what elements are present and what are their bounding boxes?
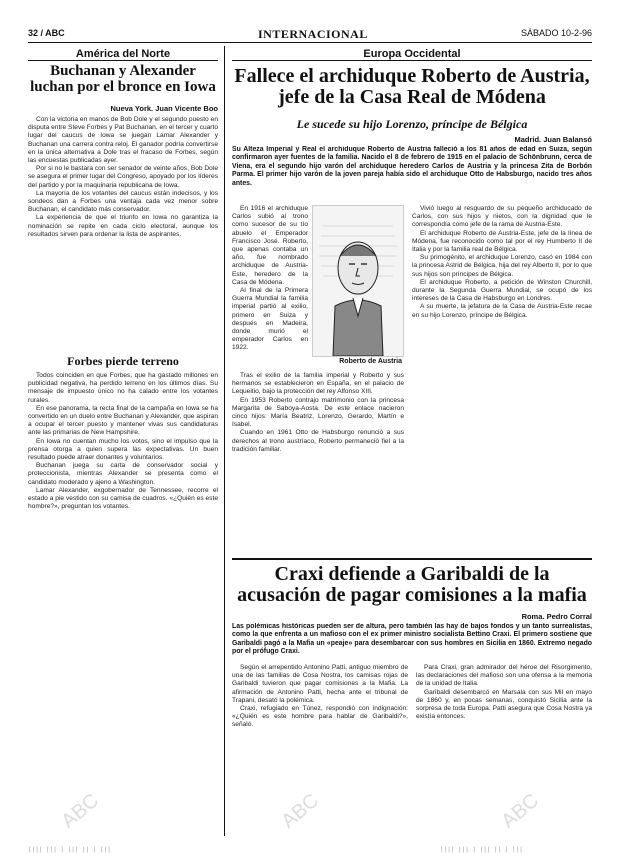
section-title: INTERNACIONAL [258, 27, 368, 41]
left-paragraph: Todos coinciden en que Forbes, que ha gastado millones en publicidad negativa, ha perdido terreno en los últimos días. Su mensaje de impuesto único no ha calado entre los votantes rurales. [28, 372, 218, 404]
left-paragraph: Por si no le bastara con ser senador de veinte años, Bob Dole se asegura el primer lugar del Congreso, apoyado por los líderes del partido y por la maquinaria republicana de Iowa. [28, 165, 218, 189]
left-headline: Buchanan y Alexander luchan por el bronce en Iowa [30, 63, 216, 95]
page-header [28, 28, 592, 43]
main-col1-top [232, 205, 308, 365]
page-date: SÁBADO 10-2-96 [520, 28, 592, 38]
main-paragraph: Vivió luego al resguardo de su pequeño archiducado de Carlos, con sus hijos y nietos, con la dignidad que le correspondía como jefe de la rama de Austria-Este. [412, 205, 592, 229]
left-paragraph: En ese panorama, la recta final de la campaña en Iowa se ha convertido en un duelo entre Buchanan y Alexander, que aspiran a ocupar el tercer puesto y mantener vivas sus candidaturas ante las primarias de New Hampshire. [28, 404, 218, 437]
second-col2 [416, 664, 592, 832]
main-paragraph: En 1953 Roberto contrajo matrimonio con la princesa Margarita de Saboya-Aosta. De este enlace nacieron cinco hijos: María Beatriz, Lorenzo, Gerardo, Martín e Isabel. [232, 396, 404, 429]
second-headline: Craxi defiende a Garibaldi de la acusación de pagar comisiones a la mafia [237, 563, 587, 606]
photo-caption: Roberto de Austria [339, 358, 402, 365]
second-paragraph: Según el arrepentido Antonino Patti, antiguo miembro de una de las familias de Cosa Nostra, los camisas rojas de Garibaldi tuvieron que pagar comisiones a la Mafia. La afirmación de Antonino Patti, hecha ante el tribunal de Trapani, desató la polémica. [232, 664, 408, 704]
main-subheadline: Le sucede su hijo Lorenzo, príncipe de Bélgica [296, 117, 528, 131]
left-paragraph: La mayoría de los votantes del caucus están indecisos, y los sondeos dan a Forbes una ventaja cada vez menor sobre Buchanan, el candidato más conservador. [28, 189, 218, 214]
main-lead: Su Alteza Imperial y Real el archiduque Roberto de Austria falleció a los 81 años de edad en Suiza, según confirmaron ayer fuentes de la familia. Nacido el 8 de febrero de 1915 en el palacio de Schönbrunn, cerca de Viena, era el segundo hijo varón del archiduque heredero Carlos de Austria y la princesa Zita de Borbón Parma. El primer hijo varón de la joven pareja había sido el archiduque Otto de Habsburgo, nacido tres años antes. [232, 146, 592, 187]
main-paragraph: Su primogénito, el archiduque Lorenzo, casó en 1984 con la princesa Astrid de Bélgica, hija del rey Alberto II, por lo que sus hijos son príncipes de Bélgica. [412, 254, 592, 278]
second-byline: Roma. Pedro Corral [521, 612, 592, 621]
left-subhead: Forbes pierde terreno [67, 354, 179, 368]
column-divider [224, 46, 225, 836]
left-paragraph: Buchanan juega su carta de conservador social y proteccionista, mientras Alexander se presenta como el candidato moderado y ajeno a Washington. [28, 462, 218, 486]
article-divider [232, 558, 592, 560]
main-byline: Madrid. Juan Balansó [514, 135, 592, 144]
left-paragraph: En Iowa no cuentan mucho los votos, sino el impulso que la prensa otorga a quien supera las expectativas. Un buen resultado puede atraer donantes y voluntarios. [28, 437, 218, 462]
main-paragraph: Cuando en 1961 Otto de Habsburgo renunció a sus derechos al trono austríaco, Roberto permaneció fiel a la tradición familiar. [232, 429, 404, 453]
second-paragraph: Craxi, refugiado en Túnez, respondió con indignación: «¿Quién es este hombre para hablar de Garibaldi?», señaló. [232, 705, 408, 729]
section-label-left: América del Norte [28, 48, 218, 61]
main-paragraph: Al final de la Primera Guerra Mundial la familia imperial partió al exilio, primero en Suiza y después en Madeira, donde murió el emperador Carlos en 1922. [232, 287, 308, 352]
watermark: ABC [277, 789, 324, 833]
page-number: 32 / ABC [28, 28, 65, 38]
main-paragraph: El archiduque Roberto de Austria-Este, jefe de la línea de Módena, fue reconocido como tal por el rey Humberto II de Italia y por la familia real de Bélgica. [412, 229, 592, 254]
second-paragraph: Para Craxi, gran admirador del héroe del Risorgimento, las declaraciones del mafioso son una ofensa a la memoria de la unidad de Italia. [416, 664, 592, 688]
left-paragraph: Con la victoria en manos de Bob Dole y el segundo puesto en disputa entre Steve Forbes y Pat Buchanan, en el tercer y cuarto lugar del caucus de Iowa se juegan Lamar Alexander y Buchanan una carrera contra reloj. El ganador podría convertirse en la única alternativa a Dole tras el fracaso de Forbes, según las encuestas publicadas ayer. [28, 116, 218, 165]
second-paragraph: Garibaldi desembarcó en Marsala con sus Mil en mayo de 1860 y, en pocas semanas, conquistó Sicilia ante la sorpresa de toda Europa. Patti asegura que Cosa Nostra ya existía entonces. [416, 688, 592, 721]
footer-barcode: |||| ||| | ||| || | ||| [28, 846, 111, 853]
footer-barcode: |||| ||| | ||| || | ||| [440, 846, 523, 853]
left-paragraph: La experiencia de que el triunfo en Iowa no garantiza la nominación se repite en cada ciclo electoral, aunque los resultados sirven para ordenar la lista de aspirantes. [28, 214, 218, 238]
main-col2 [412, 205, 592, 552]
left-paragraph: Lamar Alexander, exgobernador de Tennessee, recorre el estado a pie vestido con su camisa de cuadros. «¿Quién es este hombre?», preguntan los votantes. [28, 486, 218, 511]
main-headline: Fallece el archiduque Roberto de Austria, jefe de la Casa Real de Módena [234, 65, 590, 108]
main-paragraph: Tras el exilio de la familia imperial y Roberto y sus hermanos se establecieron en España, en el palacio de Lequeitio, bajo la protección del rey Alfonso XIII. [232, 372, 404, 396]
main-paragraph: El archiduque Roberto, a petición de Winston Churchill, durante la Segunda Guerra Mundial, se ocupó de los intereses de la Casa de Habsburgo en Londres. [412, 278, 592, 303]
left-body-2 [28, 372, 218, 832]
portrait-illustration [313, 206, 403, 356]
left-byline: Nueva York. Juan Vicente Boo [110, 104, 218, 113]
main-col1-bottom [232, 372, 404, 552]
portrait-photo [312, 205, 404, 357]
watermark: ABC [497, 789, 544, 833]
section-label-main: Europa Occidental [232, 48, 592, 61]
main-paragraph: A su muerte, la jefatura de la Casa de Austria-Este recae en su hijo Lorenzo, príncipe de Bélgica. [412, 303, 592, 319]
left-body [28, 116, 218, 346]
main-paragraph: En 1916 el archiduque Carlos subió al trono como sucesor de su tío abuelo el Emperador Francisco José. Roberto, que apenas contaba un año, fue nombrado archiduque de Austria-Este, heredero de la Casa de Módena. [232, 205, 308, 286]
watermark: ABC [57, 789, 104, 833]
second-lead: Las polémicas históricas pueden ser de altura, pero también las hay de bajos fondos y un tanto surrealistas, como la que enfrenta a un mafioso con el ex primer ministro socialista Bettino Craxi. El primero sostiene que Garibaldi pagó a la Mafia un «peaje» para desembarcar con sus hombres en Sicilia en 1860. Extremo negado por el prófugo Craxi. [232, 623, 592, 656]
